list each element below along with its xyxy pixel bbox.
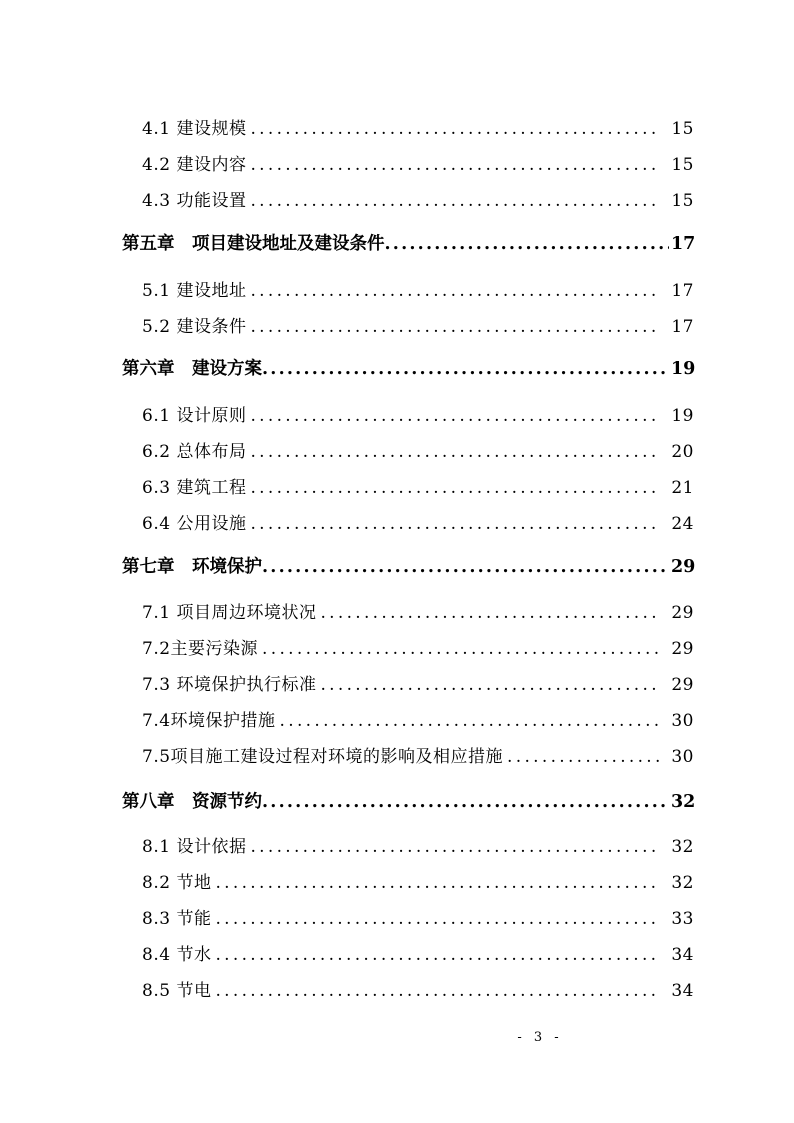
toc-entry-title: 4.3 功能设置 xyxy=(142,191,247,211)
toc-leader-dots xyxy=(320,603,660,623)
toc-entry-page: 34 xyxy=(671,981,694,1001)
toc-entry-title: 6.1 设计原则 xyxy=(142,406,247,426)
toc-entry[interactable] xyxy=(142,598,694,623)
toc-leader-dots xyxy=(262,359,669,379)
toc-entry-title: 8.4 节水 xyxy=(142,945,212,965)
toc-leader-dots xyxy=(250,119,660,139)
toc-leader-dots xyxy=(385,234,670,254)
toc-entry-page: 17 xyxy=(671,281,694,301)
toc-leader-dots xyxy=(320,675,660,695)
toc-chapter-page: 29 xyxy=(671,557,695,577)
toc-entry-page: 15 xyxy=(671,119,694,139)
toc-entry[interactable] xyxy=(142,437,694,462)
toc-chapter-title: 第五章 项目建设地址及建设条件 xyxy=(122,234,385,254)
toc-entry-title: 6.2 总体布局 xyxy=(142,442,247,462)
toc-leader-dots xyxy=(250,442,660,462)
toc-entry-title: 7.5项目施工建设过程对环境的影响及相应措施 xyxy=(142,747,504,767)
toc-chapter-page: 32 xyxy=(671,792,695,812)
toc-leader-dots xyxy=(215,873,660,893)
toc-entry[interactable] xyxy=(142,276,694,301)
page-number: - 3 - xyxy=(517,1030,563,1045)
toc-leader-dots xyxy=(215,909,660,929)
toc-entry-page: 15 xyxy=(671,191,694,211)
toc-entry-title: 8.2 节地 xyxy=(142,873,212,893)
toc-entry-page: 24 xyxy=(671,514,694,534)
toc-entry-title: 7.4环境保护措施 xyxy=(142,711,276,731)
toc-entry-page: 21 xyxy=(671,478,694,498)
toc-entry[interactable] xyxy=(142,150,694,175)
toc-leader-dots xyxy=(250,478,660,498)
toc-entry-page: 20 xyxy=(671,442,694,462)
toc-entry-title: 7.3 环境保护执行标准 xyxy=(142,675,317,695)
toc-leader-dots xyxy=(262,639,660,659)
toc-entry[interactable] xyxy=(142,706,694,731)
toc-chapter-page: 19 xyxy=(671,359,695,379)
toc-entry-title: 7.1 项目周边环境状况 xyxy=(142,603,317,623)
toc-entry-page: 34 xyxy=(671,945,694,965)
toc-entry[interactable] xyxy=(142,186,694,211)
toc-leader-dots xyxy=(250,155,660,175)
toc-entry-title: 8.5 节电 xyxy=(142,981,212,1001)
toc-entry[interactable] xyxy=(142,634,694,659)
toc-entry-title: 4.2 建设内容 xyxy=(142,155,247,175)
toc-leader-dots xyxy=(262,557,669,577)
toc-entry[interactable] xyxy=(142,832,694,857)
toc-entry[interactable] xyxy=(142,509,694,534)
toc-leader-dots xyxy=(250,191,660,211)
toc-entry-title: 7.2主要污染源 xyxy=(142,639,259,659)
toc-entry[interactable] xyxy=(142,742,694,767)
toc-leader-dots xyxy=(215,981,660,1001)
toc-entry-title: 8.1 设计依据 xyxy=(142,837,247,857)
toc-leader-dots xyxy=(262,792,669,812)
toc-entry-page: 30 xyxy=(671,747,694,767)
toc-entry-page: 17 xyxy=(671,317,694,337)
toc-entry[interactable] xyxy=(142,940,694,965)
toc-entry-page: 15 xyxy=(671,155,694,175)
toc-chapter-entry[interactable] xyxy=(122,553,695,578)
toc-chapter-entry[interactable] xyxy=(122,355,695,380)
toc-chapter-title: 第八章 资源节约 xyxy=(122,792,262,812)
toc-chapter-title: 第七章 环境保护 xyxy=(122,557,262,577)
toc-entry[interactable] xyxy=(142,401,694,426)
toc-entry[interactable] xyxy=(142,473,694,498)
toc-entry-page: 30 xyxy=(671,711,694,731)
toc-entry-title: 4.1 建设规模 xyxy=(142,119,247,139)
toc-entry-page: 29 xyxy=(671,639,694,659)
toc-entry[interactable] xyxy=(142,976,694,1001)
toc-leader-dots xyxy=(280,711,660,731)
toc-entry[interactable] xyxy=(142,114,694,139)
toc-entry[interactable] xyxy=(142,904,694,929)
toc-entry-title: 5.2 建设条件 xyxy=(142,317,247,337)
toc-leader-dots xyxy=(215,945,660,965)
toc-entry-page: 29 xyxy=(671,603,694,623)
toc-entry-page: 32 xyxy=(671,837,694,857)
toc-chapter-entry[interactable] xyxy=(122,788,695,813)
toc-leader-dots xyxy=(507,747,660,767)
toc-entry-title: 6.4 公用设施 xyxy=(142,514,247,534)
toc-entry-title: 8.3 节能 xyxy=(142,909,212,929)
toc-leader-dots xyxy=(250,281,660,301)
toc-entry-title: 5.1 建设地址 xyxy=(142,281,247,301)
toc-entry-title: 6.3 建筑工程 xyxy=(142,478,247,498)
toc-entry[interactable] xyxy=(142,312,694,337)
toc-leader-dots xyxy=(250,317,660,337)
toc-chapter-entry[interactable] xyxy=(122,230,695,255)
toc-entry-page: 32 xyxy=(671,873,694,893)
toc-leader-dots xyxy=(250,837,660,857)
toc-entry-page: 29 xyxy=(671,675,694,695)
toc-entry[interactable] xyxy=(142,670,694,695)
toc-entry-page: 33 xyxy=(671,909,694,929)
toc-entry[interactable] xyxy=(142,868,694,893)
toc-chapter-page: 17 xyxy=(671,234,695,254)
toc-chapter-title: 第六章 建设方案 xyxy=(122,359,262,379)
toc-entry-page: 19 xyxy=(671,406,694,426)
toc-leader-dots xyxy=(250,406,660,426)
toc-leader-dots xyxy=(250,514,660,534)
